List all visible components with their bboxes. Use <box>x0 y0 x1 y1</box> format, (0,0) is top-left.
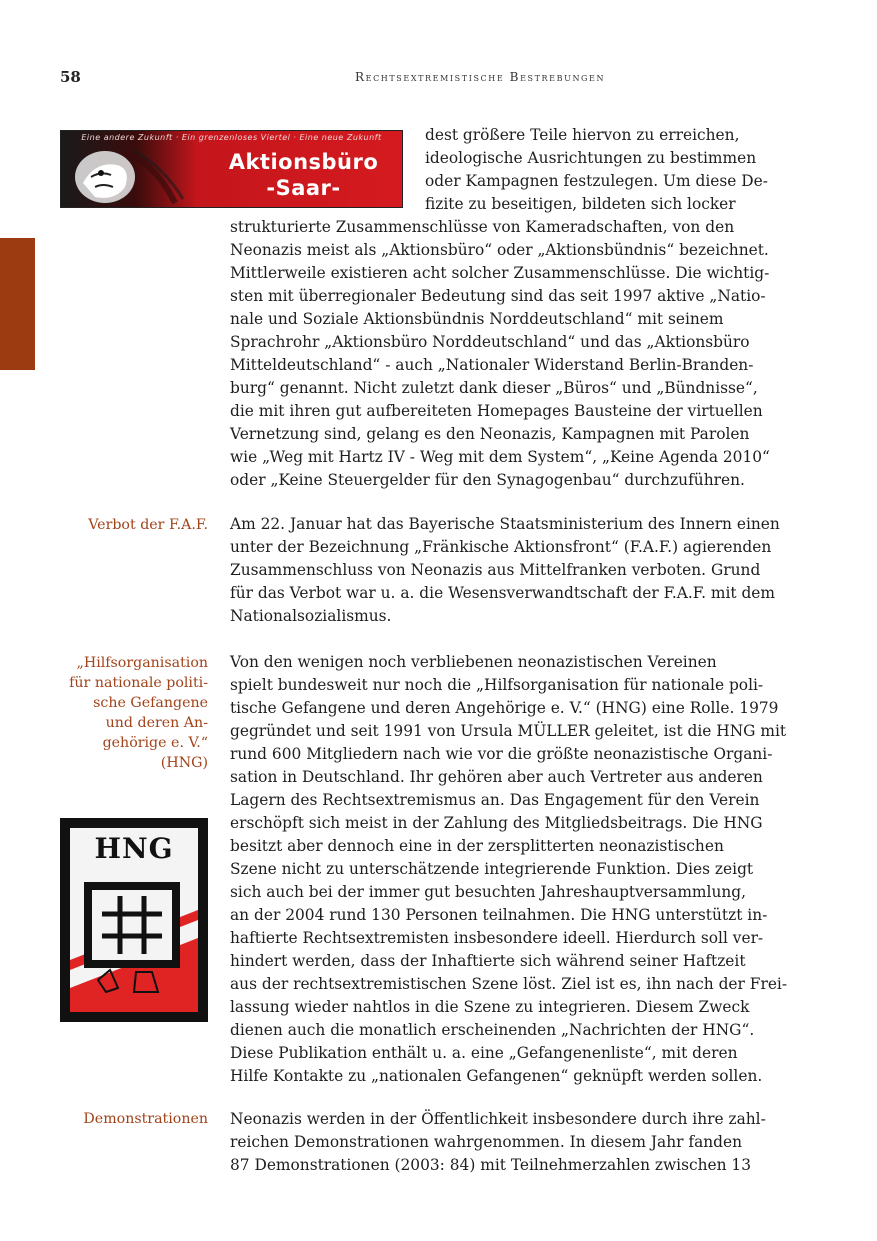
text-line: reichen Demonstrationen wahrgenommen. In diesem Jahr fanden <box>230 1133 743 1151</box>
text-line: Mitteldeutschland“ - auch „Nationaler Widerstand Berlin-Branden- <box>230 356 754 374</box>
text-line: aus der rechtsextremistischen Szene löst. Ziel ist es, ihn nach der Frei- <box>230 975 788 993</box>
text-line: Lagern des Rechtsextremismus an. Das Engagement für den Verein <box>230 791 760 809</box>
margin-heading-faf-ban <box>88 515 208 535</box>
text-line: burg“ genannt. Nicht zuletzt dank dieser „Büros“ und „Bündnisse“, <box>230 379 758 397</box>
text-line: nale und Soziale Aktionsbündnis Norddeutschland“ mit seinem <box>230 310 724 328</box>
text-line: lassung wieder nahtlos in die Szene zu integrieren. Diesem Zweck <box>230 998 750 1016</box>
margin-heading-line: „Hilfsorganisation <box>76 655 208 671</box>
hng-logo-label: HNG <box>94 832 174 865</box>
text-line: dienen auch die monatlich erscheinenden „Nachrichten der HNG“. <box>230 1021 755 1039</box>
text-line: dest größere Teile hiervon zu erreichen, <box>425 126 740 144</box>
text-line: wie „Weg mit Hartz IV - Weg mit dem System“, „Keine Agenda 2010“ <box>230 448 770 466</box>
running-header: Rechtsextremistische Bestrebungen <box>355 70 606 84</box>
text-line: erschöpft sich meist in der Zahlung des Mitgliedsbeitrags. Die HNG <box>230 814 763 832</box>
text-line: für das Verbot war u. a. die Wesensverwandtschaft der F.A.F. mit dem <box>230 584 775 602</box>
margin-heading-line: gehörige e. V.“ <box>102 735 208 751</box>
hng-logo <box>60 818 208 1022</box>
text-line: die mit ihren gut aufbereiteten Homepages Bausteine der virtuellen <box>230 402 763 420</box>
text-line: Diese Publikation enthält u. a. eine „Gefangenenliste“, mit deren <box>230 1044 738 1062</box>
margin-heading-line: Demonstrationen <box>83 1111 208 1127</box>
banner-figure-illustration <box>65 143 185 207</box>
text-line: gegründet und seit 1991 von Ursula MÜLLER geleitet, ist die HNG mit <box>230 722 787 740</box>
text-line: Von den wenigen noch verbliebenen neonazistischen Vereinen <box>230 653 717 671</box>
text-line: Szene nicht zu unterschätzende integrierende Funktion. Dies zeigt <box>230 860 754 878</box>
text-line: Sprachrohr „Aktionsbüro Norddeutschland“ und das „Aktionsbüro <box>230 333 750 351</box>
margin-heading-demonstrations <box>83 1109 208 1129</box>
text-line: oder „Keine Steuergelder für den Synagogenbau“ durchzuführen. <box>230 471 745 489</box>
text-line: oder Kampagnen festzulegen. Um diese De- <box>425 172 768 190</box>
banner-title <box>211 149 396 201</box>
text-line: unter der Bezeichnung „Fränkische Aktionsfront“ (F.A.F.) agierenden <box>230 538 772 556</box>
text-line: hindert werden, dass der Inhaftierte sich während seiner Haftzeit <box>230 952 746 970</box>
text-line: ideologische Ausrichtungen zu bestimmen <box>425 149 757 167</box>
text-line: an der 2004 rund 130 Personen teilnahmen. Die HNG unterstützt in- <box>230 906 768 924</box>
text-line: sation in Deutschland. Ihr gehören aber auch Vertreter aus anderen <box>230 768 763 786</box>
chapter-tab-marker <box>0 238 35 370</box>
text-line: sich auch bei der immer gut besuchten Jahreshauptversammlung, <box>230 883 747 901</box>
page-number: 58 <box>60 68 81 86</box>
text-line: haftierte Rechtsextremisten insbesondere ideell. Hierdurch soll ver- <box>230 929 764 947</box>
text-line: Neonazis werden in der Öffentlichkeit insbesondere durch ihre zahl- <box>230 1110 766 1128</box>
banner-slogan: Eine andere Zukunft · Ein grenzenloses Viertel · Eine neue Zukunft <box>81 133 382 142</box>
text-line: besitzt aber dennoch eine in der zersplitterten neonazistischen <box>230 837 724 855</box>
text-line: strukturierte Zusammenschlüsse von Kameradschaften, von den <box>230 218 735 236</box>
banner-title-line-2: -Saar- <box>266 176 341 200</box>
text-line: sten mit überregionaler Bedeutung sind das seit 1997 aktive „Natio- <box>230 287 766 305</box>
text-line: fizite zu beseitigen, bildeten sich locker <box>425 195 736 213</box>
paragraph-hng <box>230 651 788 1088</box>
text-line: 87 Demonstrationen (2003: 84) mit Teilnehmerzahlen zwischen 13 <box>230 1156 752 1174</box>
text-line: Zusammenschluss von Neonazis aus Mittelfranken verboten. Grund <box>230 561 761 579</box>
text-line: spielt bundesweit nur noch die „Hilfsorganisation für nationale poli- <box>230 676 764 694</box>
text-line: tische Gefangene und deren Angehörige e. V.“ (HNG) eine Rolle. 1979 <box>230 699 779 717</box>
banner-title-line-1: Aktionsbüro <box>228 150 379 174</box>
margin-heading-hng <box>69 653 208 773</box>
text-line: Mittlerweile existieren acht solcher Zusammenschlüsse. Die wichtig- <box>230 264 770 282</box>
intro-float-text <box>425 124 785 216</box>
paragraph-faf-ban <box>230 513 785 628</box>
text-line: Neonazis meist als „Aktionsbüro“ oder „Aktionsbündnis“ bezeichnet. <box>230 241 769 259</box>
margin-heading-line: (HNG) <box>160 755 208 771</box>
text-line: Vernetzung sind, gelang es den Neonazis, Kampagnen mit Parolen <box>230 425 750 443</box>
text-line: Am 22. Januar hat das Bayerische Staatsministerium des Innern einen <box>230 515 780 533</box>
text-line: Nationalsozialismus. <box>230 607 392 625</box>
margin-heading-line: für nationale politi- <box>69 675 208 691</box>
aktionsbuero-saar-banner <box>60 130 403 208</box>
text-line: Hilfe Kontakte zu „nationalen Gefangenen“ geknüpft werden sollen. <box>230 1067 763 1085</box>
text-line: rund 600 Mitgliedern nach wie vor die größte neonazistische Organi- <box>230 745 773 763</box>
paragraph-demonstrations <box>230 1108 785 1177</box>
margin-heading-line: Verbot der F.A.F. <box>88 517 208 533</box>
intro-paragraph <box>230 216 785 492</box>
margin-heading-line: sche Gefangene <box>93 695 208 711</box>
margin-heading-line: und deren An- <box>105 715 208 731</box>
